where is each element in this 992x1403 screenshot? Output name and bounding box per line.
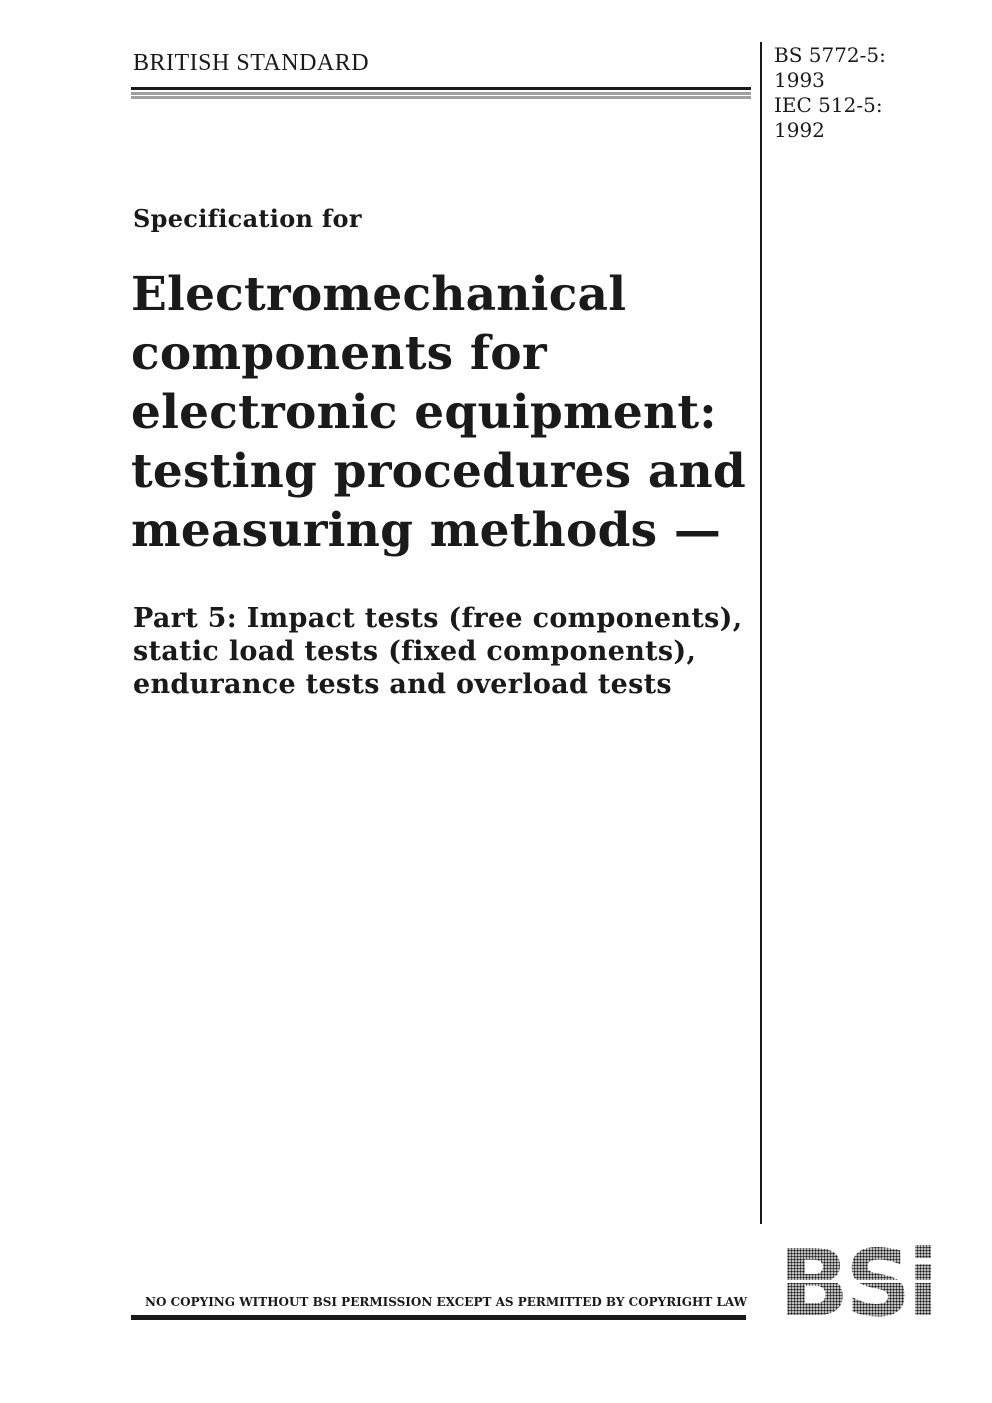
standard-codes	[774, 43, 886, 143]
header-rule-grey	[131, 92, 751, 95]
standard-code-bs: BS 5772-5:	[774, 43, 886, 67]
title-line: Electromechanical	[131, 267, 627, 322]
standard-code-iec: IEC 512-5:	[774, 93, 883, 117]
subtitle-line: endurance tests and overload tests	[133, 669, 672, 700]
column-divider	[760, 42, 762, 1224]
bsi-logo	[769, 1243, 945, 1321]
title-line: electronic equipment:	[131, 385, 717, 440]
title-line: measuring methods —	[131, 503, 722, 558]
document-title	[131, 265, 751, 560]
standard-year-iec: 1992	[774, 118, 825, 142]
standard-year-bs: 1993	[774, 68, 825, 92]
footer-rule	[131, 1315, 746, 1320]
title-line: testing procedures and	[131, 444, 746, 499]
header-label: BRITISH STANDARD	[133, 50, 370, 76]
title-line: components for	[131, 326, 547, 381]
intro-text: Specification for	[133, 204, 362, 233]
document-subtitle	[133, 602, 753, 701]
copyright-notice: NO COPYING WITHOUT BSI PERMISSION EXCEPT AS PERMITTED BY COPYRIGHT LAW	[145, 1295, 748, 1309]
header-rules	[131, 87, 751, 99]
subtitle-line: static load tests (fixed components),	[133, 636, 697, 667]
header-rule-grey-2	[131, 96, 751, 99]
subtitle-line: Part 5: Impact tests (free components),	[133, 603, 743, 634]
